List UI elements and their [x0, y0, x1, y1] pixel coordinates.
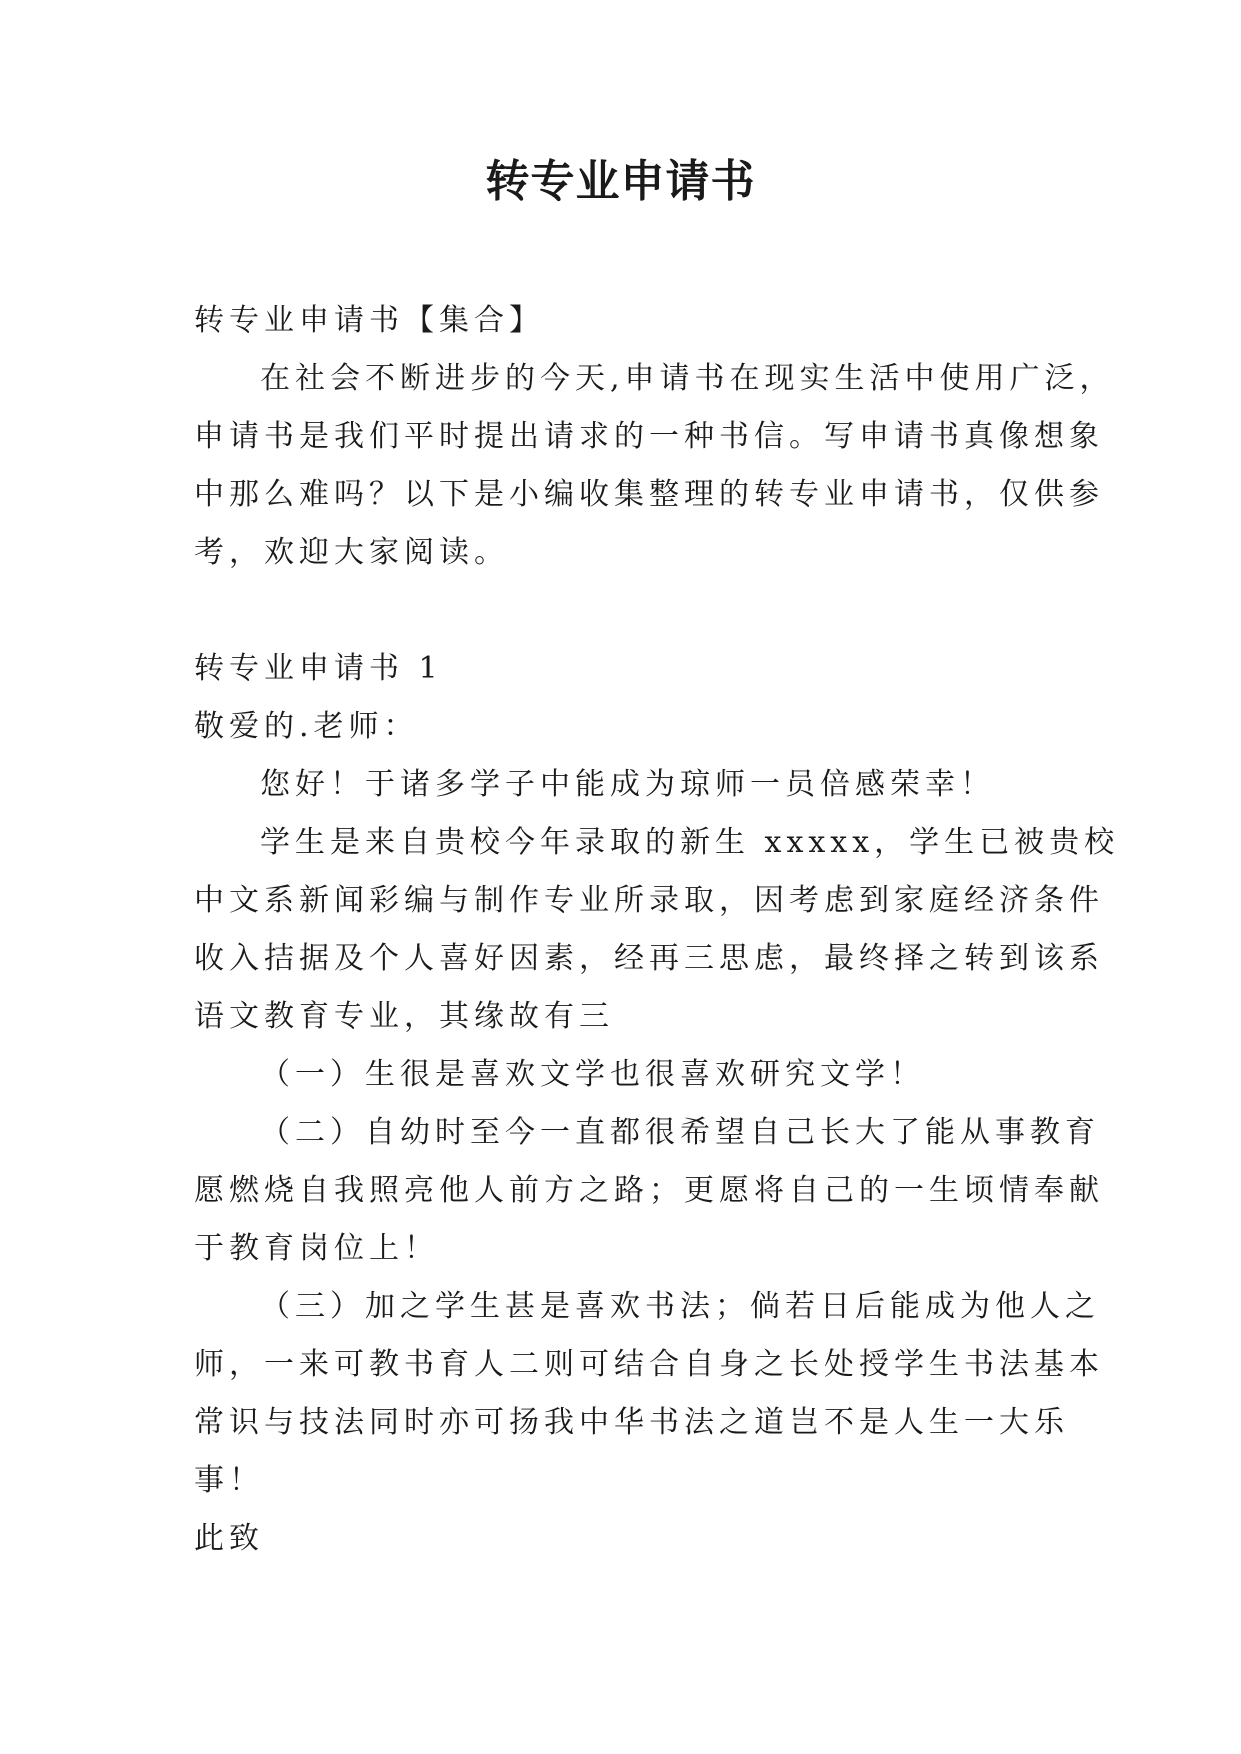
reason-one: （一）生很是喜欢文学也很喜欢研究文学！: [260, 1057, 925, 1092]
reason-two-line: （二）自幼时至今一直都很希望自己长大了能从事教育: [260, 1115, 1100, 1150]
reason-three-line: （三）加之学生甚是喜欢书法；倘若日后能成为他人之: [260, 1289, 1100, 1324]
paragraph-line: 语文教育专业，其缘故有三: [194, 999, 614, 1034]
reason-three-line: 师，一来可教书育人二则可结合自身之长处授学生书法基本: [194, 1347, 1104, 1382]
reason-three-line: 常识与技法同时亦可扬我中华书法之道岂不是人生一大乐: [194, 1405, 1069, 1440]
letter-greeting: 您好！于诸多学子中能成为琼师一员倍感荣幸！: [260, 767, 995, 802]
document-subtitle: 转专业申请书【集合】: [194, 303, 544, 338]
intro-section: [194, 292, 1115, 582]
document-title: 转专业申请书: [485, 156, 756, 207]
letter-section: [194, 640, 1120, 1568]
letter-heading: 转专业申请书 1: [194, 651, 443, 686]
intro-line: 申请书是我们平时提出请求的一种书信。写申请书真像想象: [194, 419, 1104, 454]
intro-line: 中那么难吗？以下是小编收集整理的转专业申请书，仅供参: [194, 477, 1104, 512]
reason-three-line: 事！: [194, 1463, 264, 1498]
paragraph-line: 中文系新闻彩编与制作专业所录取，因考虑到家庭经济条件: [194, 883, 1104, 918]
intro-line: 考，欢迎大家阅读。: [194, 535, 509, 570]
intro-line: 在社会不断进步的今天,申请书在现实生活中使用广泛，: [260, 361, 1115, 396]
reason-two-line: 于教育岗位上！: [194, 1231, 439, 1266]
reason-two-line: 愿燃烧自我照亮他人前方之路；更愿将自己的一生顷情奉献: [194, 1173, 1104, 1208]
letter-closing: 此致: [194, 1521, 264, 1556]
paragraph-line: 收入拮据及个人喜好因素，经再三思虑，最终择之转到该系: [194, 941, 1104, 976]
paragraph-line: 学生是来自贵校今年录取的新生 xxxxx，学生已被贵校: [260, 825, 1120, 860]
letter-salutation: 敬爱的.老师：: [194, 709, 419, 744]
